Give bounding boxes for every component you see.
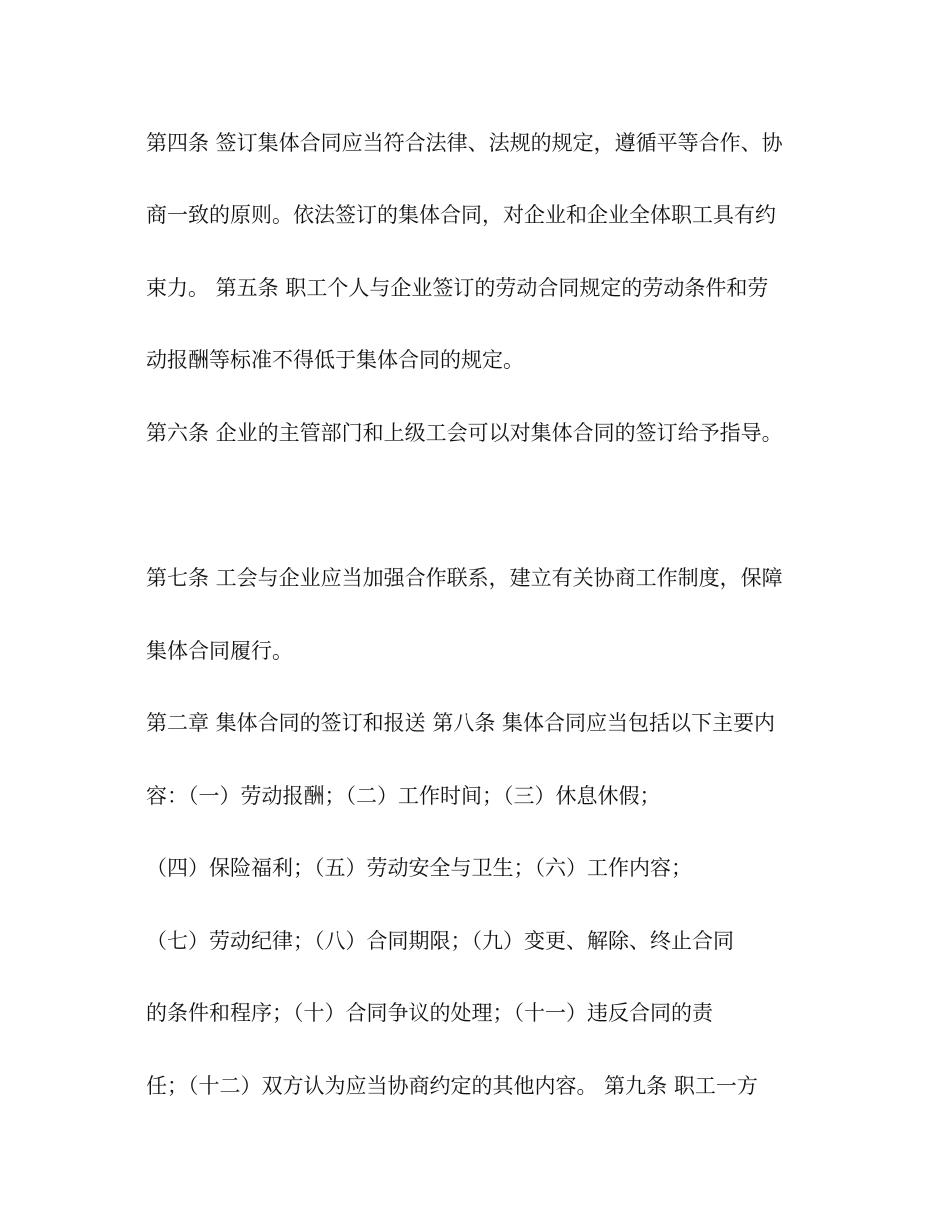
text-line-11: （七）劳动纪律；（八）合同期限；（九）变更、解除、终止合同 — [146, 929, 734, 953]
text-line-4: 动报酬等标准不得低于集体合同的规定。 — [146, 348, 524, 372]
text-line-13: 任；（十二）双方认为应当协商约定的其他内容。 第九条 职工一方 — [146, 1074, 758, 1098]
text-line-1: 第四条 签订集体合同应当符合法律、法规的规定，遵循平等合作、协 — [146, 131, 783, 155]
text-line-6: 第七条 工会与企业应当加强合作联系，建立有关协商工作制度，保障 — [146, 566, 783, 590]
text-line-9: 容：（一）劳动报酬；（二）工作时间；（三）休息休假； — [146, 784, 661, 808]
text-line-10: （四）保险福利；（五）劳动安全与卫生；（六）工作内容； — [146, 856, 692, 880]
text-line-12: 的条件和程序；（十）合同争议的处理；（十一）违反合同的责 — [146, 1001, 713, 1025]
text-line-5: 第六条 企业的主管部门和上级工会可以对集体合同的签订给予指导。 — [146, 421, 783, 445]
text-line-8: 第二章 集体合同的签订和报送 第八条 集体合同应当包括以下主要内 — [146, 711, 776, 735]
text-line-2: 商一致的原则。依法签订的集体合同，对企业和企业全体职工具有约 — [146, 203, 776, 227]
text-line-7: 集体合同履行。 — [146, 639, 293, 663]
text-line-3: 束力。 第五条 职工个人与企业签订的劳动合同规定的劳动条件和劳 — [146, 276, 769, 300]
